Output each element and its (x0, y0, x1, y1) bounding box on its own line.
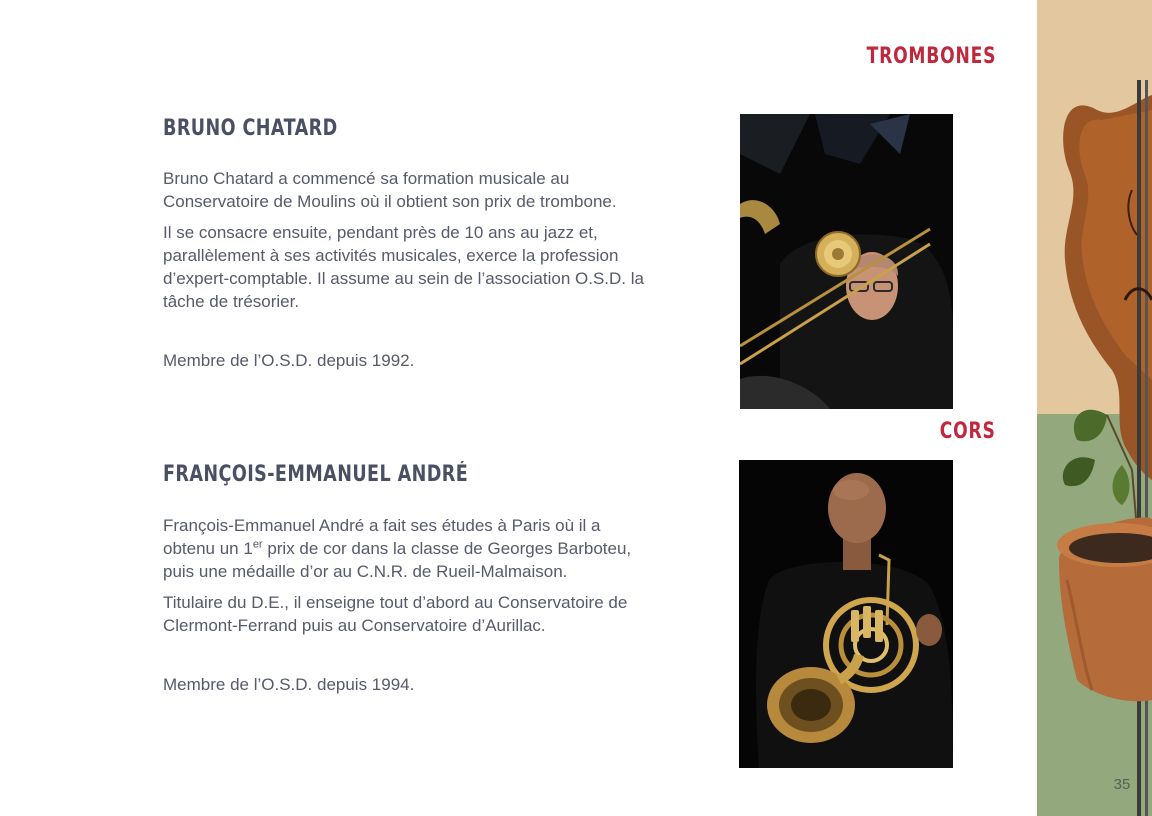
bio-paragraph: François-Emmanuel André a fait ses études à Paris où il a obtenu un 1er prix de cor dans la classe de Georges Barboteu, puis une médaille d’or au C.N.R. de Rueil-Malmaison. (163, 516, 632, 581)
membership-note: Membre de l’O.S.D. depuis 1992. (163, 351, 415, 370)
bio-bruno-chatard (163, 167, 663, 380)
section-label-cors: CORS (940, 419, 996, 444)
page-number: 35 (1113, 776, 1131, 793)
horn-player-illustration (739, 460, 953, 768)
musician-name-bruno-chatard: BRUNO CHATARD (163, 116, 338, 141)
photo-horn-player (739, 460, 953, 768)
membership-note: Membre de l’O.S.D. depuis 1994. (163, 675, 415, 694)
bio-paragraph: Il se consacre ensuite, pendant près de 10 ans au jazz et, parallèlement à ses activités musicales, exerce la profession d’expert-comptable. Il assume au sein de l’association O.S.D. la tâche de trésorier. (163, 223, 644, 311)
trombonist-illustration (740, 114, 953, 409)
bio-francois-emmanuel-andre (163, 514, 653, 704)
musician-name-francois-emmanuel-andre: FRANÇOIS-EMMANUEL ANDRÉ (163, 462, 469, 487)
bio-paragraph: Bruno Chatard a commencé sa formation musicale au Conservatoire de Moulins où il obtient son prix de trombone. (163, 169, 617, 211)
section-label-trombones: TROMBONES (866, 44, 996, 69)
bio-paragraph: Titulaire du D.E., il enseigne tout d’abord au Conservatoire de Clermont-Ferrand puis au Conservatoire d’Aurillac. (163, 593, 628, 635)
cello-plant-illustration (1037, 0, 1152, 816)
photo-trombonist (740, 114, 953, 409)
decorative-side-panel (1037, 0, 1152, 816)
